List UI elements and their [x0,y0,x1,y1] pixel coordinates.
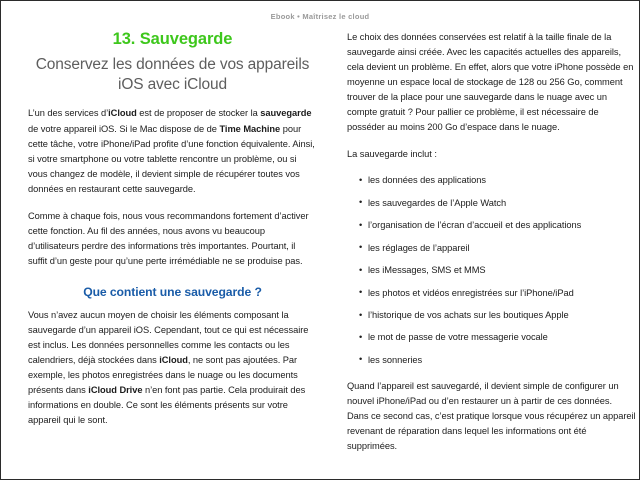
list-item: • les sauvegardes de l’Apple Watch [359,197,636,211]
emphasis-sauvegarde: sauvegarde [260,108,312,119]
list-item: • l’organisation de l’écran d’accueil et des applications [359,219,636,233]
list-item: • les iMessages, SMS et MMS [359,264,636,278]
left-column [28,30,317,454]
paragraph-restore: Quand l’appareil est sauvegardé, il devient simple de configurer un nouvel iPhone/iPad ou d’en restaurer un à partir de ces données. Dans ce second cas, c’est pratique lorsque vous récupérez un appareil revenant de réparation dans lequel les informations ont été supprimées. [347,380,636,451]
emphasis-icloud-drive: iCloud Drive [88,385,143,396]
list-item: • les photos et vidéos enregistrées sur l’iPhone/iPad [359,287,636,301]
chapter-title: 13. Sauvegarde [112,30,233,48]
text-run: de votre appareil iOS. Si le Mac dispose de de [28,123,220,134]
right-column [347,30,636,454]
two-column-layout [1,30,640,454]
paragraph-intro [28,106,317,196]
emphasis-time-machine: Time Machine [219,123,281,134]
list-item: • les sonneries [359,354,636,368]
running-head: Ebook • Maîtrisez le cloud [270,12,370,21]
chapter-subtitle: Conservez les données de vos appareils iOS avec iCloud [35,55,310,93]
list-item: • le mot de passe de votre messagerie vocale [359,331,636,345]
list-item: • les données des applications [359,174,636,188]
text-run: Vous n’avez aucun moyen de choisir les éléments composant la sauvegarde d’un appareil iOS. Cependant, tout ce qui est nécessaire est inclus. Les données personnelles comme les contacts ou les calendriers, déjà stockées dans [28,309,309,365]
emphasis-icloud: iCloud [159,354,188,365]
backup-contents-list [347,174,636,367]
paragraph-recommendation: Comme à chaque fois, nous vous recommandons fortement d’activer cette fonction. Au fil des années, nous avons vu beaucoup d’utilisateurs perdre des informations très importantes. Pourtant, il suffit d’un geste pour qu’une perte irrémédiable ne se produise pas. [28,210,309,266]
text-run: L’un des services d’ [28,108,109,119]
text-run: n’en font pas partie. Cela produirait des informations en double. Ce sont les éléments présents sur votre appareil qui le sont. [28,385,306,426]
list-item: • les réglages de l’appareil [359,242,636,256]
text-run: , ne sont pas ajoutées. Par exemple, les photos enregistrées dans le nuage ou les documents présents dans [28,354,298,396]
text-run: est de proposer de stocker la [136,108,261,119]
paragraph-storage-size: Le choix des données conservées est relatif à la taille finale de la sauvegarde ainsi créée. Avec les capacités actuelles des appareils, cela devient un problème. En effet, alors que votre iPhone possède en moyenne un espace local de stockage de 128 ou 256 Go, comment trouver de la place pour une sauvegarde dans le nuage avec un compte gratuit ? Pour pallier ce problème, il est nécessaire de posséder au moins 200 Go d’espace dans le nuage. [347,32,634,133]
section-heading: Que contient une sauvegarde ? [83,284,262,299]
paragraph-contents [28,308,317,428]
emphasis-icloud: iCloud [108,108,137,119]
list-intro: La sauvegarde inclut : [347,149,437,160]
list-item: • l’historique de vos achats sur les boutiques Apple [359,309,636,323]
text-run: pour cette tâche, votre iPhone/iPad profite d’une fonction équivalente. Ainsi, si votre smartphone ou votre tablette rencontre un problème, ou si vous changez de modèle, il devient simple de récupérer toutes vos données en restaurant cette sauvegarde. [28,123,315,194]
